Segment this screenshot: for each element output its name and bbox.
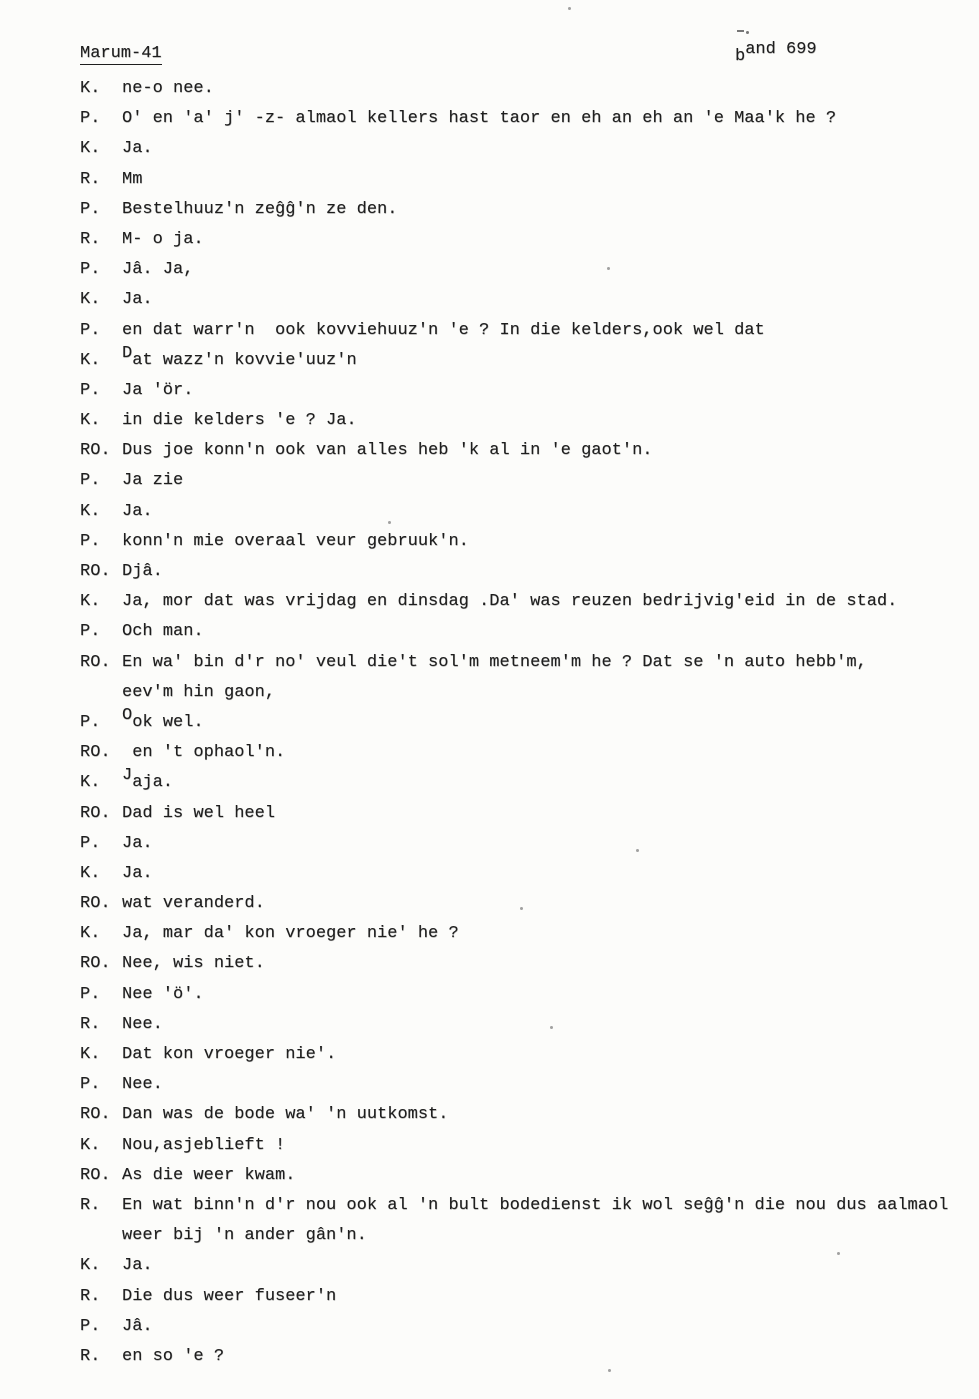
transcript-line <box>80 1221 979 1251</box>
transcript-line <box>80 165 979 195</box>
speaker-label: K. <box>80 924 101 944</box>
speaker-label: K. <box>80 139 101 159</box>
transcript-line <box>80 889 979 919</box>
line-text: Mm <box>122 169 143 189</box>
speaker-label: K. <box>80 592 101 612</box>
speaker-label: K. <box>80 1045 101 1064</box>
speaker-label: RO. <box>80 562 111 581</box>
speaker-label: K. <box>80 863 101 883</box>
transcript-line <box>80 74 979 104</box>
transcript-line <box>80 1312 979 1342</box>
line-text: Dat wazz'n kovvie'uuz'n <box>122 343 357 370</box>
transcript-line <box>80 1100 979 1130</box>
speaker-label: R. <box>80 1286 101 1306</box>
speaker-label: RO. <box>80 652 111 672</box>
transcript-line <box>80 285 979 315</box>
transcript-line <box>80 376 979 406</box>
speaker-label: RO. <box>80 803 111 823</box>
speaker-label: P. <box>80 199 101 219</box>
transcript-line <box>80 648 979 678</box>
transcript-line <box>80 1191 979 1221</box>
transcript-line <box>80 1282 979 1312</box>
line-text: Nee, wis niet. <box>122 954 265 974</box>
transcript-line <box>80 343 979 376</box>
speaker-label: K. <box>80 411 101 431</box>
speaker-label: RO. <box>80 894 111 914</box>
transcript-line <box>80 436 979 466</box>
transcript-line <box>80 316 979 346</box>
line-text: en so 'e ? <box>122 1346 225 1366</box>
line-text: konn'n mie overaal veur gebruuk'n. <box>122 531 469 551</box>
line-text: Dan was de bode wa' 'n uutkomst. <box>122 1105 449 1125</box>
band-number <box>735 40 817 66</box>
speaker-label: K. <box>80 1256 101 1276</box>
band-prefix: b <box>735 47 746 66</box>
speaker-label: K. <box>80 290 101 310</box>
speaker-label: RO. <box>80 1165 111 1185</box>
transcript-line <box>80 1070 979 1100</box>
transcript-line <box>80 859 979 889</box>
transcript-line <box>80 1251 979 1281</box>
line-text: Ja. <box>122 833 153 853</box>
line-text: Die dus weer fuseer'n <box>122 1286 337 1306</box>
transcript-line <box>80 1010 979 1040</box>
speaker-label: RO. <box>80 441 111 461</box>
line-text: Nou,asjeblieft ! <box>122 1135 286 1155</box>
speaker-label: P. <box>80 109 101 129</box>
speaker-label: R. <box>80 1014 101 1034</box>
speaker-label: K. <box>80 350 101 370</box>
speaker-label: P. <box>80 712 101 732</box>
speaker-label: R. <box>80 1346 101 1366</box>
line-text: Ja. <box>122 1256 153 1276</box>
line-text: weer bij 'n ander gân'n. <box>122 1226 367 1246</box>
scan-speck <box>607 267 610 270</box>
line-text: Djâ. <box>122 562 163 581</box>
stray-mark <box>737 30 744 32</box>
line-text: Ja 'ör. <box>122 380 194 400</box>
transcript-line <box>80 497 979 527</box>
speaker-label: P. <box>80 320 101 340</box>
transcript-line <box>80 195 979 225</box>
line-text: Jaja. <box>122 766 174 793</box>
line-text: As die weer kwam. <box>122 1165 296 1185</box>
speaker-label: P. <box>80 531 101 551</box>
line-text: Ja, mar da' kon vroeger nie' he ? <box>122 924 459 944</box>
line-text: Och man. <box>122 622 204 642</box>
line-text: Nee. <box>122 1075 163 1095</box>
line-text: ne-o nee. <box>122 79 214 98</box>
line-text: M- o ja. <box>122 229 204 249</box>
speaker-label: P. <box>80 1075 101 1095</box>
line-text: Ja. <box>122 290 153 310</box>
line-text: Ja. <box>122 863 153 883</box>
speaker-label: K. <box>80 79 101 98</box>
transcript-line <box>80 829 979 859</box>
page-title: Marum-41 <box>80 44 162 63</box>
transcript-line <box>80 1342 979 1372</box>
speaker-label: P. <box>80 984 101 1004</box>
line-text: Dus joe konn'n ook van alles heb 'k al in 'e gaot'n. <box>122 441 653 461</box>
scan-speck <box>388 521 391 524</box>
scan-speck <box>608 1369 611 1372</box>
scan-speck <box>520 907 523 910</box>
transcript-line <box>80 1131 979 1161</box>
stray-mark <box>746 31 749 34</box>
speaker-label: K. <box>80 773 101 793</box>
speaker-label: P. <box>80 1316 101 1336</box>
transcript-line <box>80 255 979 285</box>
transcript-line <box>80 980 979 1010</box>
line-text: Nee 'ö'. <box>122 984 204 1004</box>
scan-speck <box>568 7 571 10</box>
line-text: Ook wel. <box>122 705 204 732</box>
line-text: Nee. <box>122 1014 163 1034</box>
scan-speck <box>636 849 639 852</box>
raised-letter: J <box>122 766 133 786</box>
line-text: en 't ophaol'n. <box>122 743 286 763</box>
page-header <box>0 40 979 74</box>
speaker-label: P. <box>80 260 101 280</box>
transcript-line <box>80 527 979 557</box>
speaker-label: R. <box>80 1195 101 1215</box>
line-text: Jâ. <box>122 1316 153 1336</box>
line-text: en dat warr'n ook kovviehuuz'n 'e ? In die kelders,ook wel dat <box>122 320 765 340</box>
line-text: wat veranderd. <box>122 894 265 914</box>
transcript-line <box>80 919 979 949</box>
transcript-line <box>80 799 979 829</box>
transcript-line <box>80 557 979 587</box>
line-text: Jâ. Ja, <box>122 260 194 280</box>
line-text: eev'm hin gaon, <box>122 682 276 702</box>
scan-speck <box>837 1252 840 1255</box>
line-text: Dat kon vroeger nie'. <box>122 1045 337 1064</box>
speaker-label: RO. <box>80 954 111 974</box>
transcript-line <box>80 678 979 708</box>
transcript-line <box>80 406 979 436</box>
speaker-label: P. <box>80 380 101 400</box>
speaker-label: P. <box>80 471 101 491</box>
raised-letter: D <box>122 343 133 363</box>
band-rest: and 699 <box>745 40 817 59</box>
speaker-label: P. <box>80 622 101 642</box>
line-text: Ja, mor dat was vrijdag en dinsdag .Da' was reuzen bedrijvig'eid in de stad. <box>122 592 898 612</box>
speaker-label: P. <box>80 833 101 853</box>
line-text: in die kelders 'e ? Ja. <box>122 411 357 431</box>
line-text: Dad is wel heel <box>122 803 276 823</box>
line-text: En wa' bin d'r no' veul die't sol'm metneem'm he ? Dat se 'n auto hebb'm, <box>122 652 867 672</box>
transcript-line <box>80 738 979 768</box>
transcript-line <box>80 949 979 979</box>
transcript-line <box>80 1161 979 1191</box>
transcript-line <box>80 104 979 134</box>
transcript-line <box>80 134 979 164</box>
speaker-label: K. <box>80 1135 101 1155</box>
transcript-line <box>80 587 979 617</box>
line-text: En wat binn'n d'r nou ook al 'n bult bodedienst ik wol seĝĝ'n die nou dus aalmaol <box>122 1195 949 1215</box>
transcript-line <box>80 768 979 798</box>
line-text: O' en 'a' j' -z- almaol kellers hast taor en eh an eh an 'e Maa'k he ? <box>122 109 837 129</box>
transcript-line <box>80 705 979 738</box>
transcript-line <box>80 617 979 647</box>
transcript-line <box>80 225 979 255</box>
scan-speck <box>550 1026 553 1029</box>
line-text: Ja. <box>122 501 153 521</box>
line-text: Ja. <box>122 139 153 159</box>
line-text: Bestelhuuz'n zeĝĝ'n ze den. <box>122 199 398 219</box>
speaker-label: R. <box>80 169 101 189</box>
transcript-line <box>80 1040 979 1070</box>
speaker-label: K. <box>80 501 101 521</box>
speaker-label: RO. <box>80 1105 111 1125</box>
speaker-label: RO. <box>80 743 111 763</box>
line-text: Ja zie <box>122 471 184 491</box>
raised-letter: O <box>122 705 133 725</box>
speaker-label: R. <box>80 229 101 249</box>
transcript <box>80 74 979 1372</box>
transcript-line <box>80 466 979 496</box>
